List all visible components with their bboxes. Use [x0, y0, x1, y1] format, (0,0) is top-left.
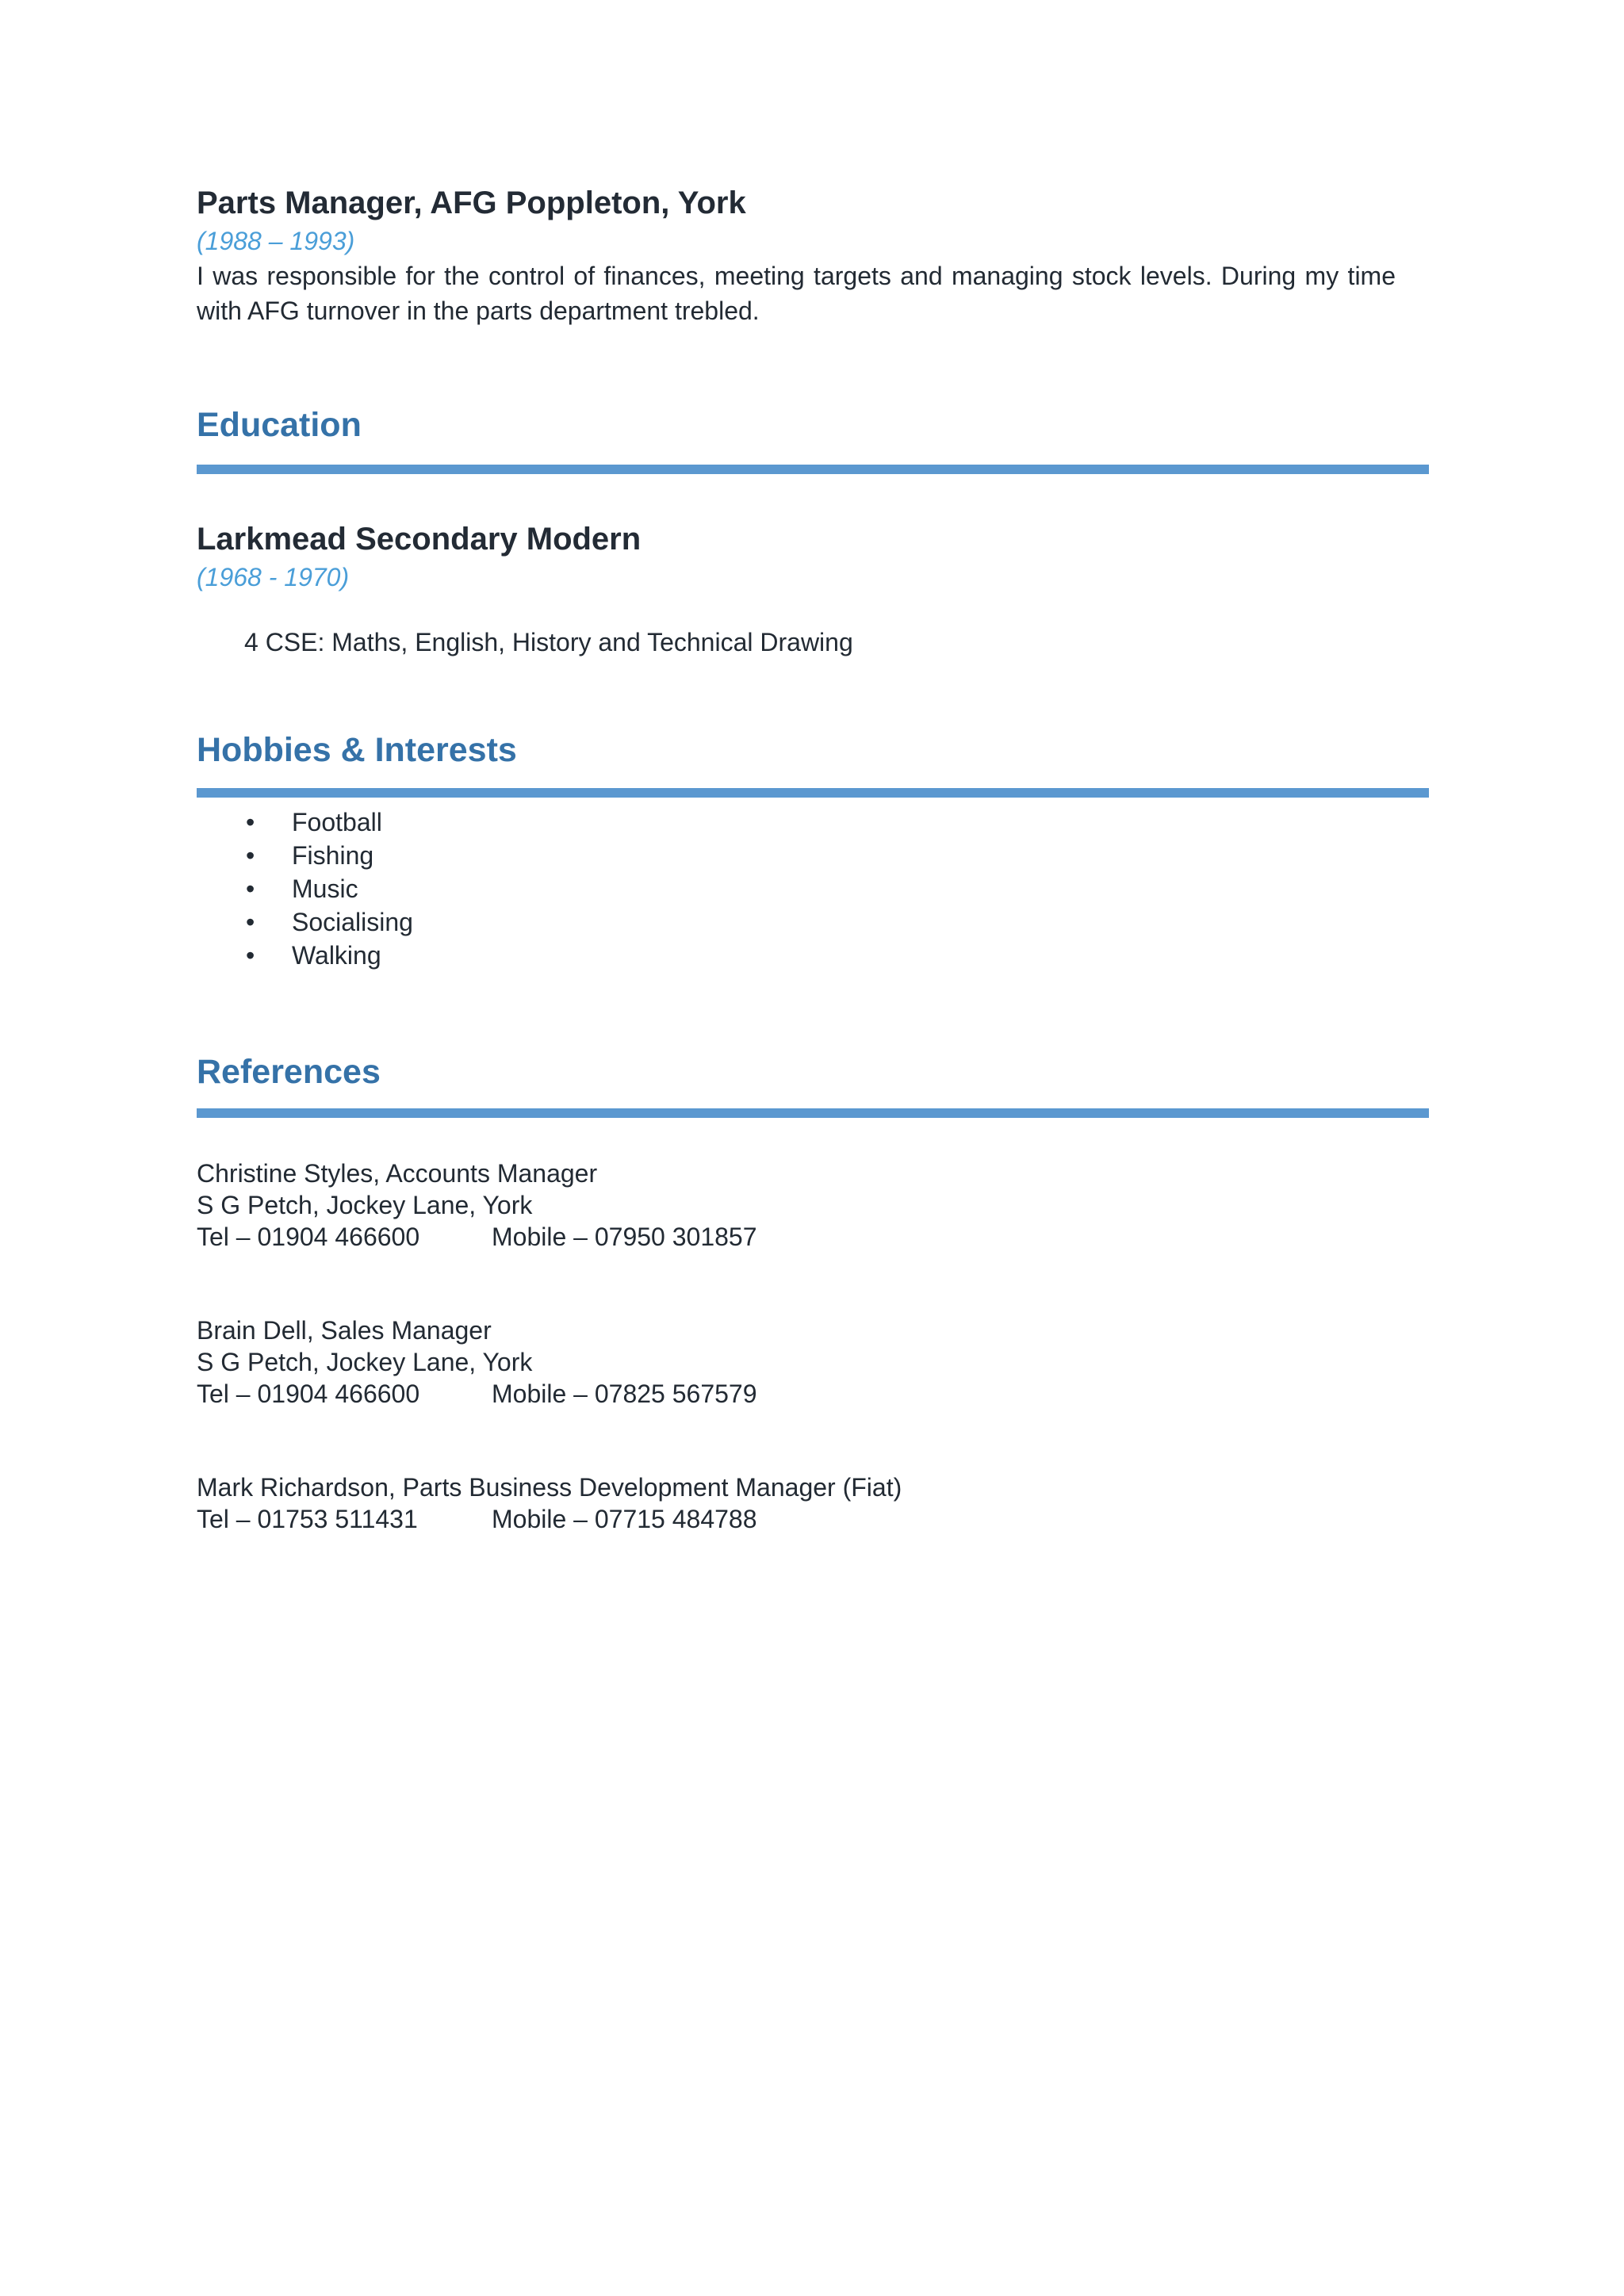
reference-phones [197, 1503, 1429, 1535]
bullet-icon: • [246, 841, 255, 870]
reference-tel: Tel – 01753 511431 [197, 1505, 418, 1533]
list-item: • Socialising [197, 905, 1429, 939]
reference-phones [197, 1378, 1429, 1410]
reference-name: Brain Dell, Sales Manager [197, 1316, 492, 1345]
reference-entry [197, 1158, 1429, 1253]
education-section [197, 403, 1429, 660]
job-description: I was responsible for the control of finances, meeting targets and managing stock levels. During my time with AFG turnover in the parts department trebled. [197, 262, 1396, 325]
reference-entry [197, 1314, 1429, 1410]
references-divider [197, 1108, 1429, 1118]
reference-mobile: Mobile – 07825 567579 [492, 1380, 757, 1408]
job-title: Parts Manager, AFG Poppleton, York [197, 186, 746, 220]
reference-name: Mark Richardson, Parts Business Development Manager (Fiat) [197, 1473, 902, 1502]
reference-tel: Tel – 01904 466600 [197, 1223, 420, 1251]
bullet-icon: • [246, 808, 255, 836]
reference-phones [197, 1221, 1429, 1253]
job-dates: (1988 – 1993) [197, 227, 355, 255]
list-item: • Music [197, 872, 1429, 905]
education-heading: Education [197, 406, 362, 444]
education-divider [197, 465, 1429, 474]
bullet-icon: • [246, 874, 255, 903]
hobbies-heading: Hobbies & Interests [197, 731, 517, 769]
references-heading: References [197, 1053, 381, 1091]
reference-address: S G Petch, Jockey Lane, York [197, 1348, 533, 1376]
experience-entry [197, 182, 1429, 328]
education-detail: 4 CSE: Maths, English, History and Technical Drawing [244, 628, 853, 656]
reference-tel: Tel – 01904 466600 [197, 1380, 420, 1408]
bullet-icon: • [246, 941, 255, 970]
school-name: Larkmead Secondary Modern [197, 522, 642, 557]
bullet-icon: • [246, 908, 255, 936]
reference-name: Christine Styles, Accounts Manager [197, 1159, 598, 1188]
school-dates: (1968 - 1970) [197, 563, 350, 591]
list-item: • Football [197, 806, 1429, 839]
hobbies-section [197, 728, 1429, 972]
references-section [197, 1050, 1429, 1535]
reference-mobile: Mobile – 07715 484788 [492, 1505, 757, 1533]
hobbies-divider [197, 788, 1429, 798]
reference-mobile: Mobile – 07950 301857 [492, 1223, 757, 1251]
list-item: • Walking [197, 939, 1429, 972]
cv-page [197, 182, 1429, 1535]
reference-address: S G Petch, Jockey Lane, York [197, 1191, 533, 1219]
list-item: • Fishing [197, 839, 1429, 872]
reference-entry [197, 1471, 1429, 1535]
hobby-list [197, 806, 1429, 972]
